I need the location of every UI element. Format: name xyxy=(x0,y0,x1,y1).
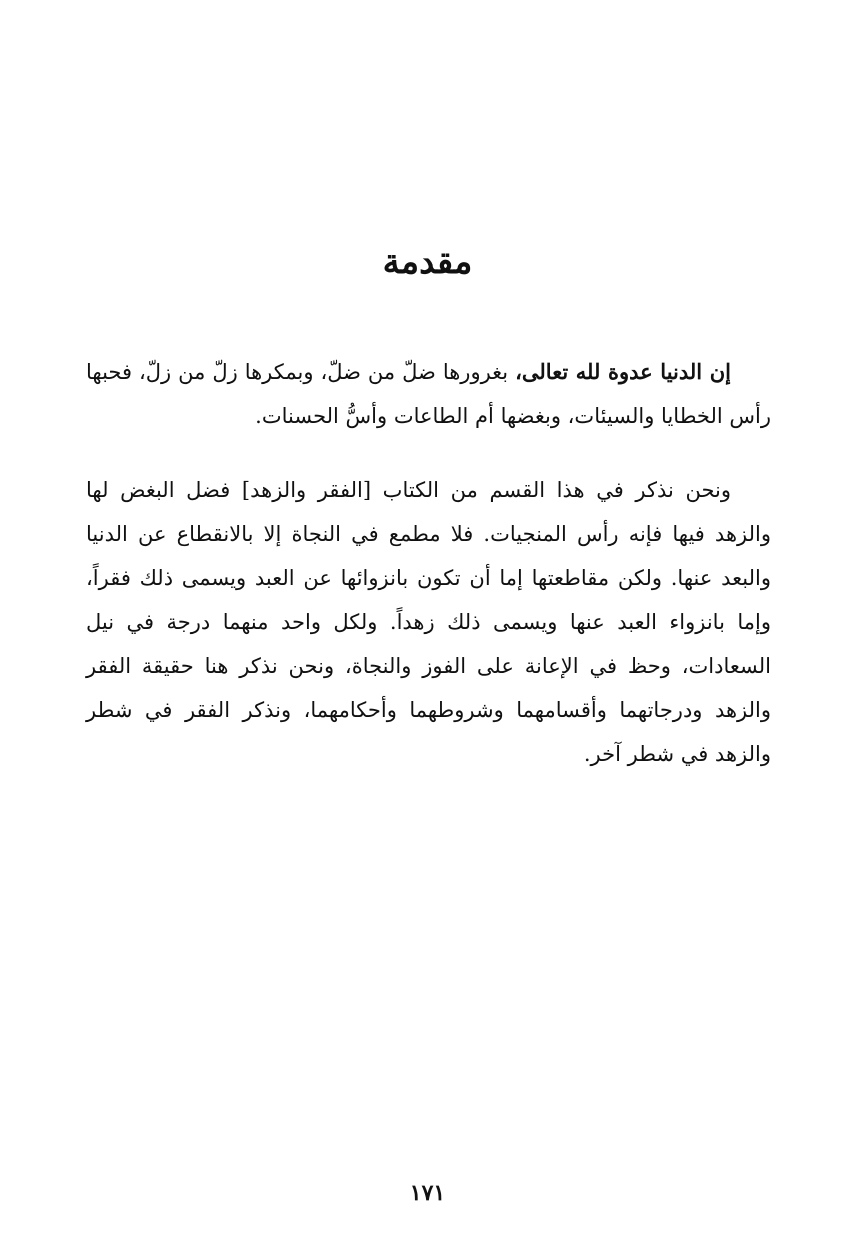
page-number: ١٧١ xyxy=(409,1180,446,1206)
paragraph-2 xyxy=(86,468,771,776)
page-title: مقدمة xyxy=(382,242,473,282)
paragraph-2-text: ونحن نذكر في هذا القسم من الكتاب [الفقر والزهد] فضل البغض لها والزهد فيها فإنه رأس المنجيات. فلا مطمع في النجاة إلا بالانقطاع عن الدنيا والبعد عنها. ولكن مقاطعتها إما أن تكون بانزوائها عن العبد ويسمى ذلك فقراً، وإما بانزواء العبد عنها ويسمى ذلك زهداً. ولكل واحد منهما درجة في نيل السعادات، وحظ في الإعانة على الفوز والنجاة، ونحن نذكر هنا حقيقة الفقر والزهد ودرجاتهما وأقسامهما وشروطهما وأحكامهما، ونذكر الفقر في شطر والزهد في شطر آخر. xyxy=(86,478,771,766)
body-text xyxy=(86,350,771,776)
paragraph-1-text: بغرورها ضلّ من ضلّ، وبمكرها زلّ من زلّ، فحبها رأس الخطايا والسيئات، وبغضها أم الطاعات وأسُّ الحسنات. xyxy=(86,360,771,428)
paragraph-1-lead: إن الدنيا عدوة لله تعالى، xyxy=(515,359,731,384)
paragraph-1 xyxy=(86,350,771,438)
